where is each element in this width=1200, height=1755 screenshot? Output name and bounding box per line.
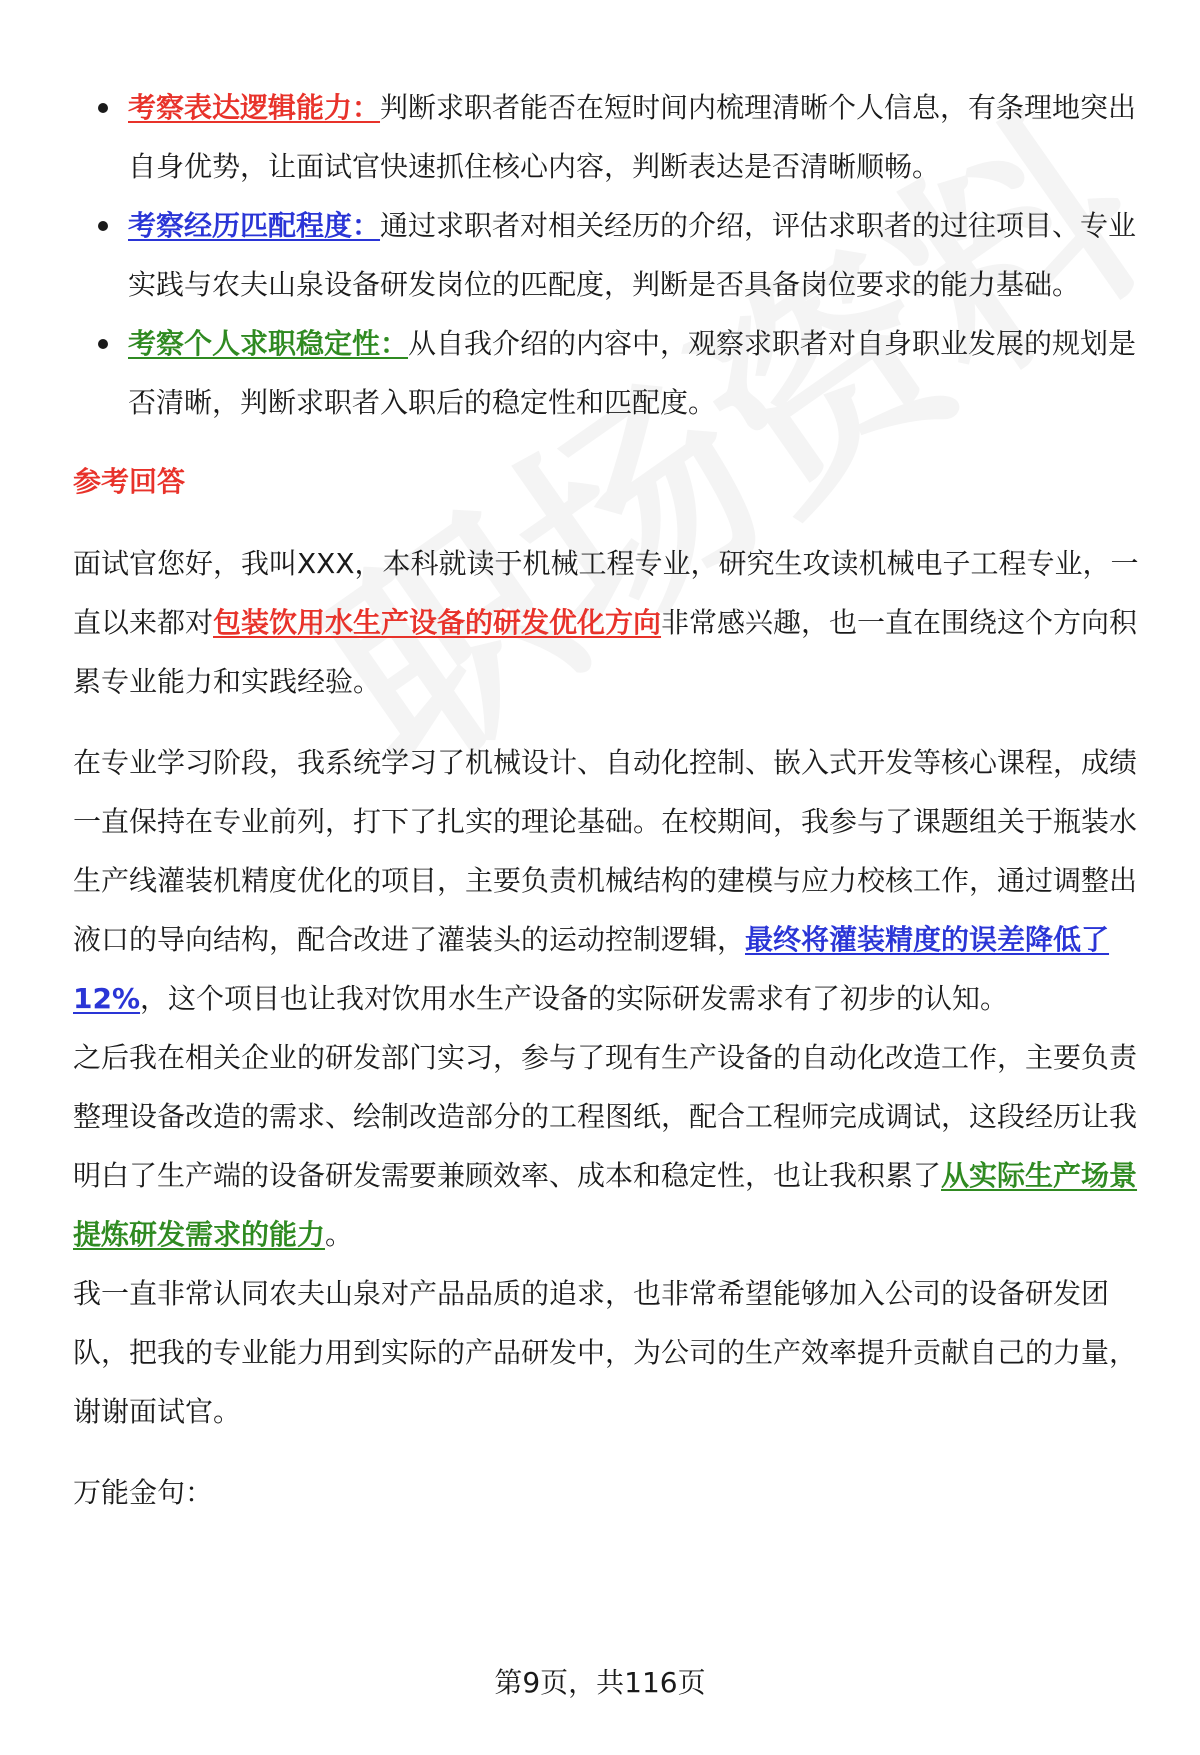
paragraph-text: 面试官您好，我叫XXX，本科就读于机械工程专业，研究生攻读机械电子工程专业，一直以来都对	[73, 547, 1139, 639]
list-item	[73, 78, 1148, 196]
paragraph-text: 之后我在相关企业的研发部门实习，参与了现有生产设备的自动化改造工作，主要负责整理设备改造的需求、绘制改造部分的工程图纸，配合工程师完成调试，这段经历让我明白了生产端的设备研发需要兼顾效率、成本和稳定性，也让我积累了	[73, 1041, 1138, 1192]
answer-heading: 参考回答	[73, 465, 186, 498]
paragraph-text: 非常感兴趣，也一直在围绕这个方向积累专业能力和实践经验。	[73, 606, 1138, 698]
bullet-dot-icon	[98, 221, 108, 231]
paragraph-text: 。	[325, 1218, 354, 1251]
bullet-dot-icon	[98, 103, 108, 113]
bullet-text: 从自我介绍的内容中，观察求职者对自身职业发展的规划是否清晰，判断求职者入职后的稳定性和匹配度。	[128, 327, 1137, 419]
list-item	[73, 314, 1148, 432]
answer-paragraph-3	[73, 1028, 1148, 1264]
highlight-text: 包装饮用水生产设备的研发优化方向	[213, 606, 662, 639]
bullet-keyword: 考察表达逻辑能力：	[128, 91, 381, 124]
bullet-text: 判断求职者能否在短时间内梳理清晰个人信息，有条理地突出自身优势，让面试官快速抓住核心内容，判断表达是否清晰顺畅。	[128, 91, 1137, 183]
paragraph-text: ，这个项目也让我对饮用水生产设备的实际研发需求有了初步的认知。	[140, 982, 1009, 1015]
paragraph-text: 在专业学习阶段，我系统学习了机械设计、自动化控制、嵌入式开发等核心课程，成绩一直保持在专业前列，打下了扎实的理论基础。在校期间，我参与了课题组关于瓶装水生产线灌装机精度优化的项目，主要负责机械结构的建模与应力校核工作，通过调整出液口的导向结构，配合改进了灌装头的运动控制逻辑，	[73, 746, 1138, 956]
list-item	[73, 196, 1148, 314]
page-number: 第9页，共116页	[494, 1666, 706, 1699]
answer-paragraph-5: 万能金句：	[73, 1476, 214, 1509]
bullet-dot-icon	[98, 339, 108, 349]
page-content	[73, 78, 1148, 1522]
answer-paragraph-4: 我一直非常认同农夫山泉对产品品质的追求，也非常希望能够加入公司的设备研发团队，把我的专业能力用到实际的产品研发中，为公司的生产效率提升贡献自己的力量，谢谢面试官。	[73, 1277, 1138, 1428]
answer-paragraph-1	[73, 534, 1148, 711]
highlight-text: 最终将灌装精度的误差降低了12%	[73, 923, 1110, 1015]
criteria-list	[73, 78, 1148, 432]
bullet-keyword: 考察经历匹配程度：	[128, 209, 381, 242]
highlight-text: 从实际生产场景提炼研发需求的能力	[73, 1159, 1138, 1251]
bullet-keyword: 考察个人求职稳定性：	[128, 327, 409, 360]
answer-paragraph-2	[73, 733, 1148, 1028]
bullet-text: 通过求职者对相关经历的介绍，评估求职者的过往项目、专业实践与农夫山泉设备研发岗位的匹配度，判断是否具备岗位要求的能力基础。	[128, 209, 1137, 301]
